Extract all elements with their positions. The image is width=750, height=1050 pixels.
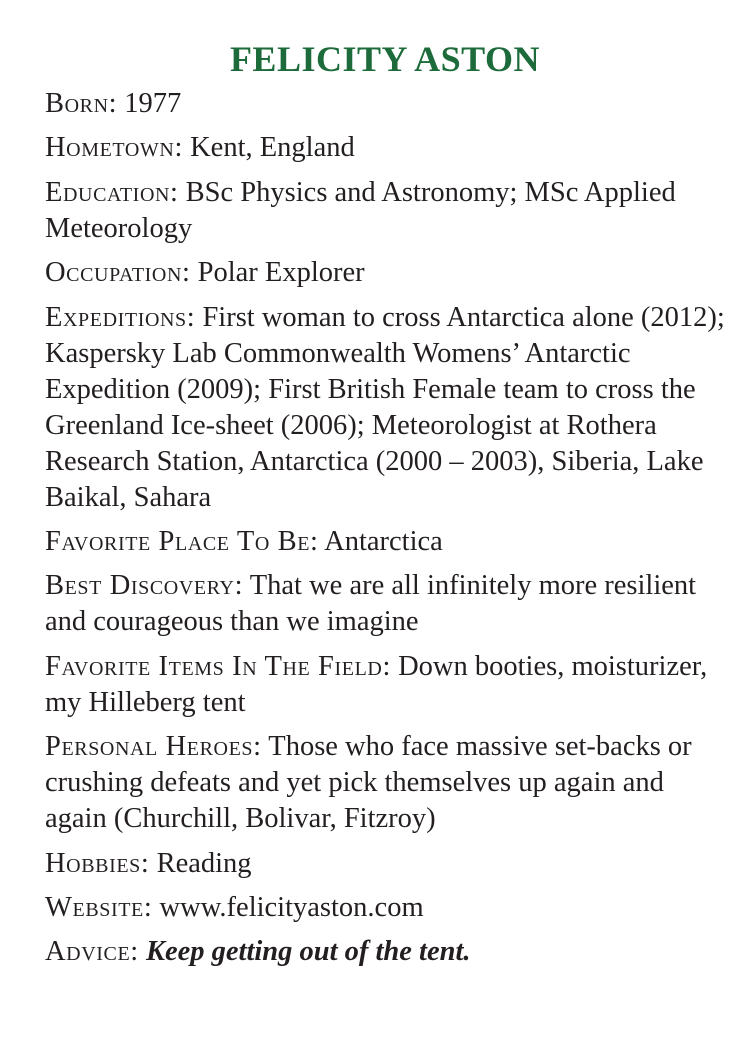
entry-value: Polar Explorer — [197, 257, 365, 289]
entry-label: Personal Heroes: — [45, 731, 262, 763]
entry-value: Kent, England — [190, 132, 355, 164]
entry-advice — [45, 934, 725, 970]
profile-card — [45, 34, 725, 979]
entry-best-discovery — [45, 568, 725, 640]
entry-value: 1977 — [124, 88, 182, 119]
entry-label: Favorite Items In The Field: — [45, 650, 391, 682]
entry-label: Advice: — [45, 936, 139, 968]
entry-education — [45, 175, 725, 247]
entry-value: Antarctica — [324, 525, 443, 557]
website-text: www.felicityaston.com — [159, 891, 424, 923]
entry-value: First woman to cross Antarctica alone (2012); Kaspersky Lab Commonwealth Womens’ Antarctic Expedition (2009); First British Female team to cross the Greenland Ice-sheet (2006); Meteorologist at Rothera Research Station, Antarctica (2000 – 2003), Siberia, Lake Baikal, Sahara — [45, 301, 725, 513]
advice-quote: Keep getting out of the tent. — [145, 936, 471, 968]
entry-born — [45, 86, 725, 122]
entry-label: Expeditions: — [45, 301, 196, 333]
entry-hobbies — [45, 846, 725, 882]
entry-label: Born: — [45, 88, 118, 119]
entry-value: That we are all infinitely more resilient and courageous than we imagine — [45, 570, 697, 638]
entry-value: Reading — [156, 847, 252, 879]
entry-website — [45, 890, 725, 926]
entry-label: Hobbies: — [45, 847, 150, 879]
entry-personal-heroes — [45, 729, 725, 837]
profile-name: FELICITY ASTON — [229, 39, 541, 79]
entry-label: Hometown: — [45, 132, 183, 164]
entry-expeditions — [45, 300, 725, 516]
entry-occupation — [45, 255, 725, 291]
entry-label: Best Discovery: — [45, 570, 244, 602]
entry-label: Occupation: — [45, 257, 191, 289]
entry-label: Education: — [45, 176, 179, 208]
entry-favorite-items — [45, 649, 725, 721]
entry-favorite-place — [45, 524, 725, 560]
entry-hometown — [45, 130, 725, 166]
entry-label: Website: — [45, 891, 153, 923]
entry-value: BSc Physics and Astronomy; MSc Applied Meteorology — [45, 176, 676, 244]
entry-value: Those who face massive set-backs or crushing defeats and yet pick themselves up again and again (Churchill, Bolivar, Fitzroy) — [45, 731, 692, 835]
entry-label: Favorite Place To Be: — [45, 525, 319, 557]
entry-value: Down booties, moisturizer, my Hilleberg tent — [45, 650, 708, 718]
